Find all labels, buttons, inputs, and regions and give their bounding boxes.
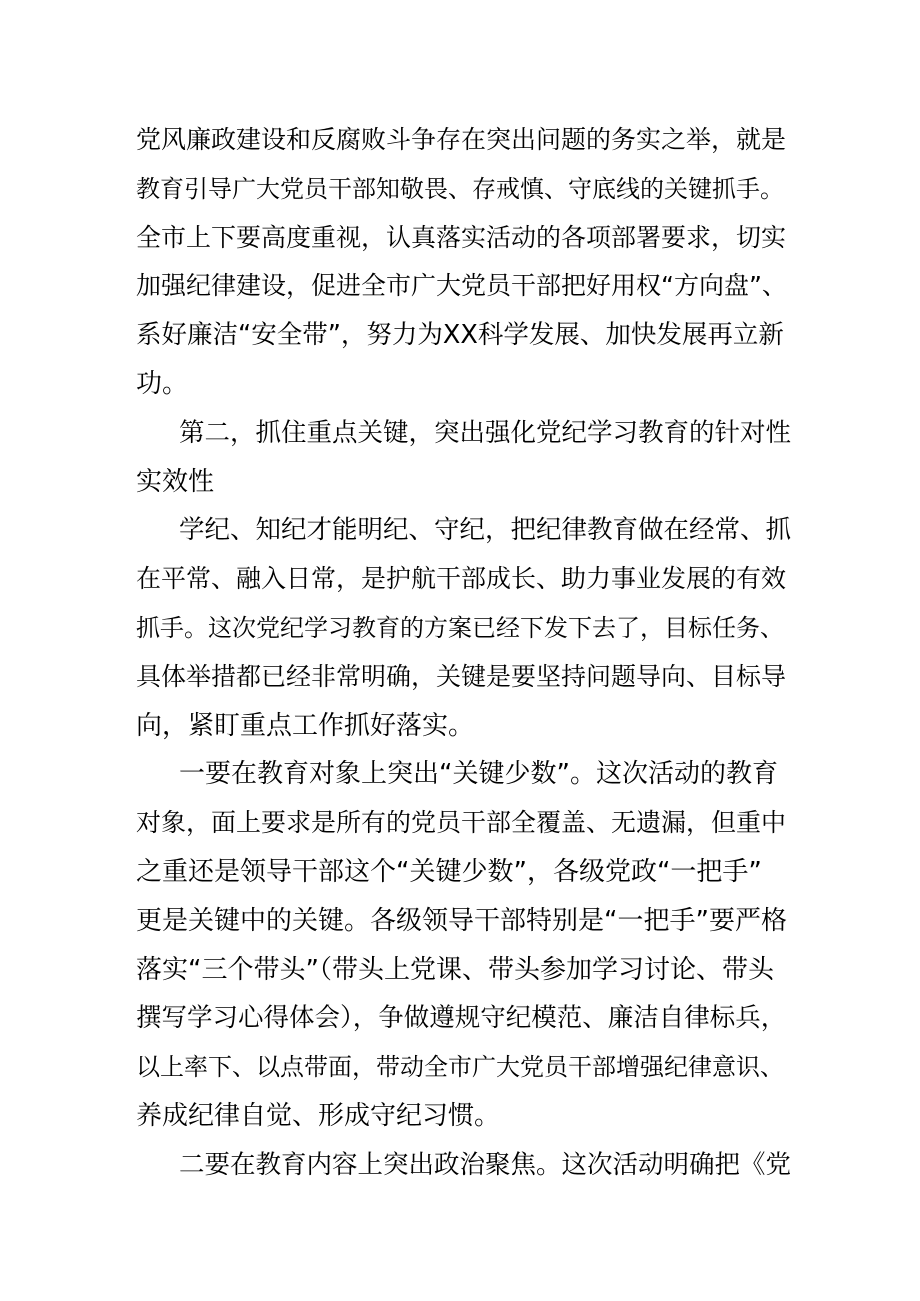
text-line: 抓手。这次党纪学习教育的方案已经下发下去了，目标任务、	[136, 613, 784, 642]
document-body	[136, 116, 796, 1190]
text-line: 向，紧盯重点工作抓好落实。	[136, 710, 475, 741]
text-line: 系好廉洁“安全带”，努力为XX科学发展、加快发展再立新	[136, 320, 784, 351]
text-line: 加强纪律建设，促进全市广大党员干部把好用权“方向盘”、	[136, 271, 787, 301]
text-line: 之重还是领导干部这个“关键少数”，各级党政“一把手”	[136, 856, 762, 887]
text-line: 撰写学习心得体会），争做遵规守纪模范、廉洁自律标兵，	[136, 1003, 787, 1034]
text-line: 对象，面上要求是所有的党员干部全覆盖、无遗漏，但重中	[136, 808, 787, 838]
text-line: 在平常、融入日常，是护航干部成长、助力事业发展的有效	[136, 564, 787, 594]
text-line: 全市上下要高度重视，认真落实活动的各项部署要求，切实	[136, 222, 787, 252]
text-line: 落实“三个带头”（带头上党课、带头参加学习讨论、带头	[136, 954, 774, 985]
section-heading-line: 实效性	[136, 466, 215, 497]
text-line: 更是关键中的关键。各级领导干部特别是“一把手”要严格	[136, 905, 787, 936]
text-line: 养成纪律自觉、形成守纪习惯。	[136, 1100, 501, 1131]
text-line: 功。	[136, 368, 189, 399]
text-line: 具体举措都已经非常明确，关键是要坚持问题导向、目标导	[136, 661, 787, 691]
text-line: 一要在教育对象上突出“关键少数”。这次活动的教育	[179, 759, 778, 790]
text-line: 二要在教育内容上突出政治聚焦。这次活动明确把《党	[179, 1149, 792, 1180]
section-heading-line: 第二，抓住重点关键，突出强化党纪学习教育的针对性	[179, 417, 792, 448]
text-line: 以上率下、以点带面，带动全市广大党员干部增强纪律意识、	[136, 1053, 784, 1082]
text-line: 教育引导广大党员干部知敬畏、存戒慎、守底线的关键抓手。	[136, 174, 784, 203]
text-line: 学纪、知纪才能明纪、守纪，把纪律教育做在经常、抓	[179, 515, 792, 546]
text-line: 党风廉政建设和反腐败斗争存在突出问题的务实之举，就是	[136, 125, 787, 154]
